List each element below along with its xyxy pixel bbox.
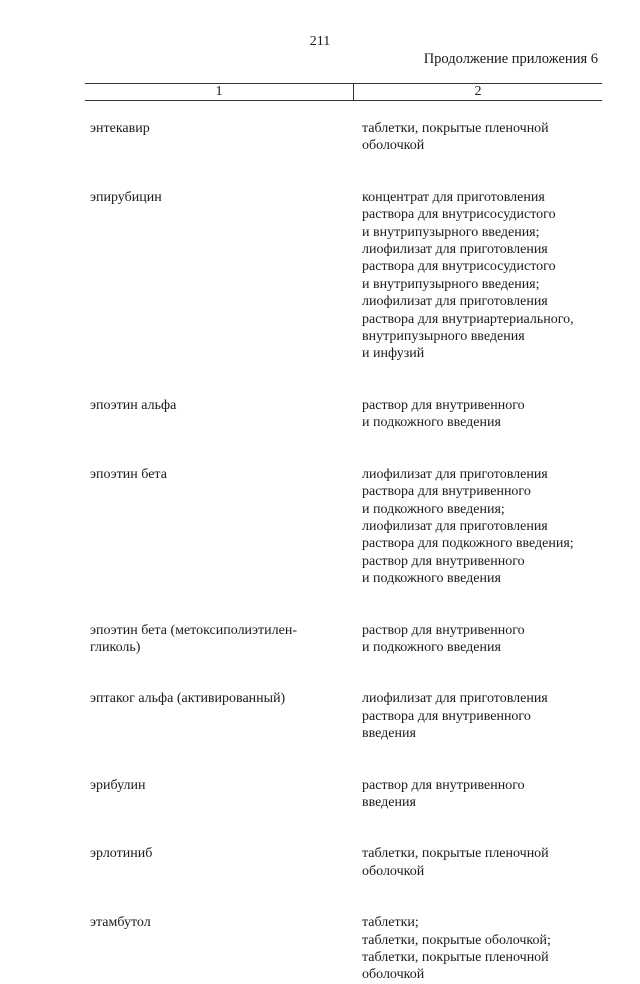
drug-name — [90, 690, 340, 707]
dosage-form-line: таблетки, покрытые оболочкой; — [362, 932, 551, 948]
dosage-form-line: раствора для внутривенного — [362, 484, 531, 500]
dosage-form — [362, 189, 612, 363]
dosage-form-line: раствора для внутривенного — [362, 708, 531, 724]
dosage-form — [362, 777, 612, 812]
dosage-form-line: и подкожного введения; — [362, 501, 505, 517]
table-header — [85, 83, 602, 101]
dosage-form-line: оболочкой — [362, 138, 425, 154]
header-column-2: 2 — [474, 84, 482, 99]
dosage-form-line: лиофилизат для приготовления — [362, 691, 548, 707]
table-row — [0, 397, 640, 432]
dosage-form-line: таблетки; — [362, 915, 419, 931]
table-row — [0, 914, 640, 984]
table-row — [0, 120, 640, 155]
drug-name — [90, 397, 340, 414]
dosage-form-line: и подкожного введения — [362, 415, 501, 431]
drug-name-line: этамбутол — [90, 915, 151, 931]
dosage-form-line: раствора для внутрисосудистого — [362, 207, 556, 223]
dosage-form — [362, 466, 612, 588]
dosage-form-line: раствор для внутривенного — [362, 553, 525, 569]
drug-name-line: эптаког альфа (активированный) — [90, 691, 286, 707]
dosage-form-line: раствор для внутривенного — [362, 622, 525, 638]
dosage-form — [362, 690, 612, 742]
drug-table — [0, 120, 640, 984]
drug-name-line: эпоэтин бета — [90, 466, 167, 482]
continuation-title: Продолжение приложения 6 — [423, 51, 598, 67]
drug-name — [90, 189, 340, 206]
page-number: 211 — [309, 34, 331, 49]
dosage-form-line: введения — [362, 726, 416, 742]
dosage-form-line: оболочкой — [362, 967, 425, 983]
dosage-form — [362, 914, 612, 984]
dosage-form-line: таблетки, покрытые пленочной — [362, 846, 549, 862]
dosage-form-line: введения — [362, 794, 416, 810]
drug-name-line: эпоэтин бета (метоксиполиэтилен- — [90, 622, 298, 638]
drug-name — [90, 777, 340, 794]
dosage-form-line: и инфузий — [362, 346, 425, 362]
dosage-form-line: концентрат для приготовления — [362, 189, 545, 205]
drug-name — [90, 466, 340, 483]
dosage-form — [362, 397, 612, 432]
dosage-form-line: лиофилизат для приготовления — [362, 466, 548, 482]
drug-name — [90, 622, 340, 657]
drug-name — [90, 120, 340, 137]
drug-name — [90, 914, 340, 931]
table-row — [0, 690, 640, 742]
dosage-form-line: раствора для подкожного введения; — [362, 536, 574, 552]
dosage-form-line: раствора для внутриартериального, — [362, 311, 574, 327]
header-column-1: 1 — [85, 84, 354, 100]
dosage-form — [362, 120, 612, 155]
dosage-form-line: и внутрипузырного введения; — [362, 276, 540, 292]
dosage-form-line: раствор для внутривенного — [362, 397, 525, 413]
drug-name-line: эрибулин — [90, 777, 146, 793]
dosage-form-line: таблетки, покрытые пленочной — [362, 950, 549, 965]
dosage-form-line: лиофилизат для приготовления — [362, 242, 548, 258]
dosage-form — [362, 845, 612, 880]
dosage-form-line: и подкожного введения — [362, 571, 501, 587]
drug-name-line: гликоль) — [90, 639, 141, 655]
dosage-form-line: раствора для внутрисосудистого — [362, 259, 556, 275]
drug-name-line: энтекавир — [90, 121, 150, 136]
drug-name-line: эпоэтин альфа — [90, 397, 177, 413]
table-row — [0, 466, 640, 588]
drug-name — [90, 845, 340, 862]
drug-name-line: эрлотиниб — [90, 846, 153, 862]
table-row — [0, 189, 640, 363]
dosage-form-line: раствор для внутривенного — [362, 777, 525, 793]
dosage-form-line: оболочкой — [362, 863, 425, 879]
dosage-form-line: таблетки, покрытые пленочной — [362, 121, 549, 136]
table-row — [0, 845, 640, 880]
table-row — [0, 622, 640, 657]
dosage-form-line: и внутрипузырного введения; — [362, 224, 540, 240]
dosage-form-line: лиофилизат для приготовления — [362, 518, 548, 534]
dosage-form-line: внутрипузырного введения — [362, 329, 525, 345]
table-row — [0, 777, 640, 812]
dosage-form — [362, 622, 612, 657]
dosage-form-line: и подкожного введения — [362, 639, 501, 655]
drug-name-line: эпирубицин — [90, 189, 162, 205]
dosage-form-line: лиофилизат для приготовления — [362, 294, 548, 310]
